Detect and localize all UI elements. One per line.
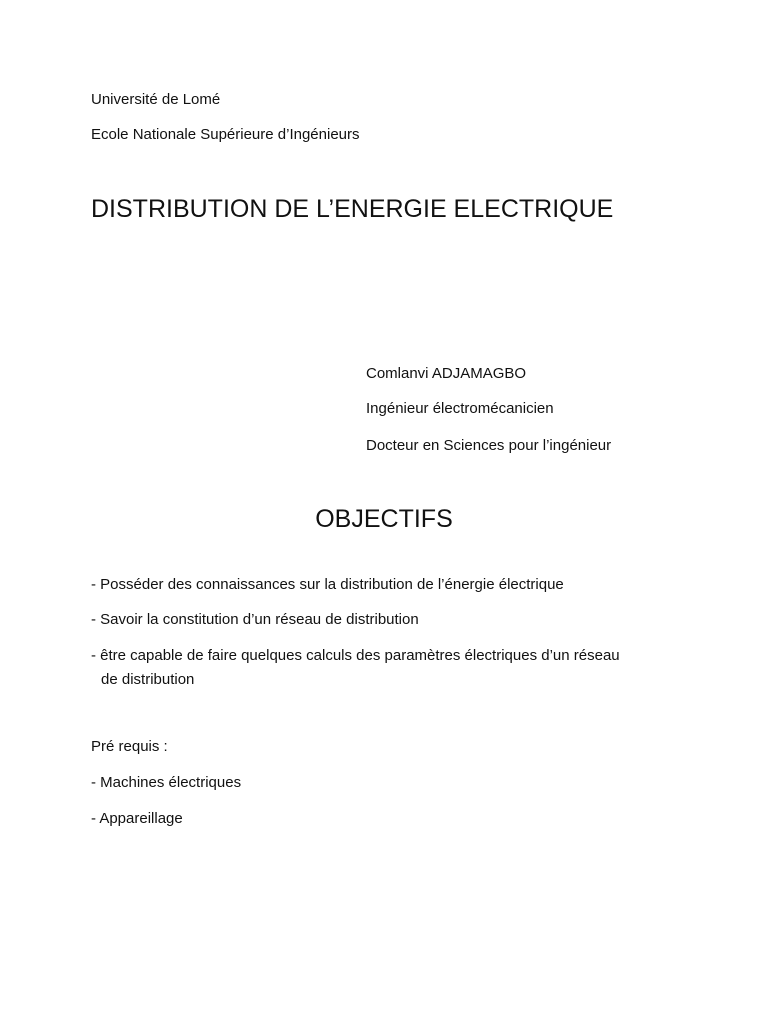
author-degree: Docteur en Sciences pour l’ingénieur — [366, 437, 612, 454]
school-name: Ecole Nationale Supérieure d’Ingénieurs — [91, 126, 360, 143]
prerequisite-item: - Appareillage — [91, 810, 183, 827]
objective-item: - être capable de faire quelques calculs des paramètres électriques d’un réseau — [91, 647, 620, 664]
institution-name: Université de Lomé — [91, 91, 221, 108]
document-title: DISTRIBUTION DE L’ENERGIE ELECTRIQUE — [91, 195, 614, 223]
objective-item: - Posséder des connaissances sur la distribution de l’énergie électrique — [91, 576, 564, 593]
prerequisites-heading: Pré requis : — [91, 738, 168, 755]
author-role: Ingénieur électromécanicien — [366, 400, 554, 417]
objective-item: - Savoir la constitution d’un réseau de distribution — [91, 611, 419, 628]
objectives-heading: OBJECTIFS — [315, 505, 453, 533]
author-name: Comlanvi ADJAMAGBO — [366, 365, 527, 382]
objective-item-continuation: de distribution — [101, 671, 195, 688]
prerequisite-item: - Machines électriques — [91, 774, 242, 791]
